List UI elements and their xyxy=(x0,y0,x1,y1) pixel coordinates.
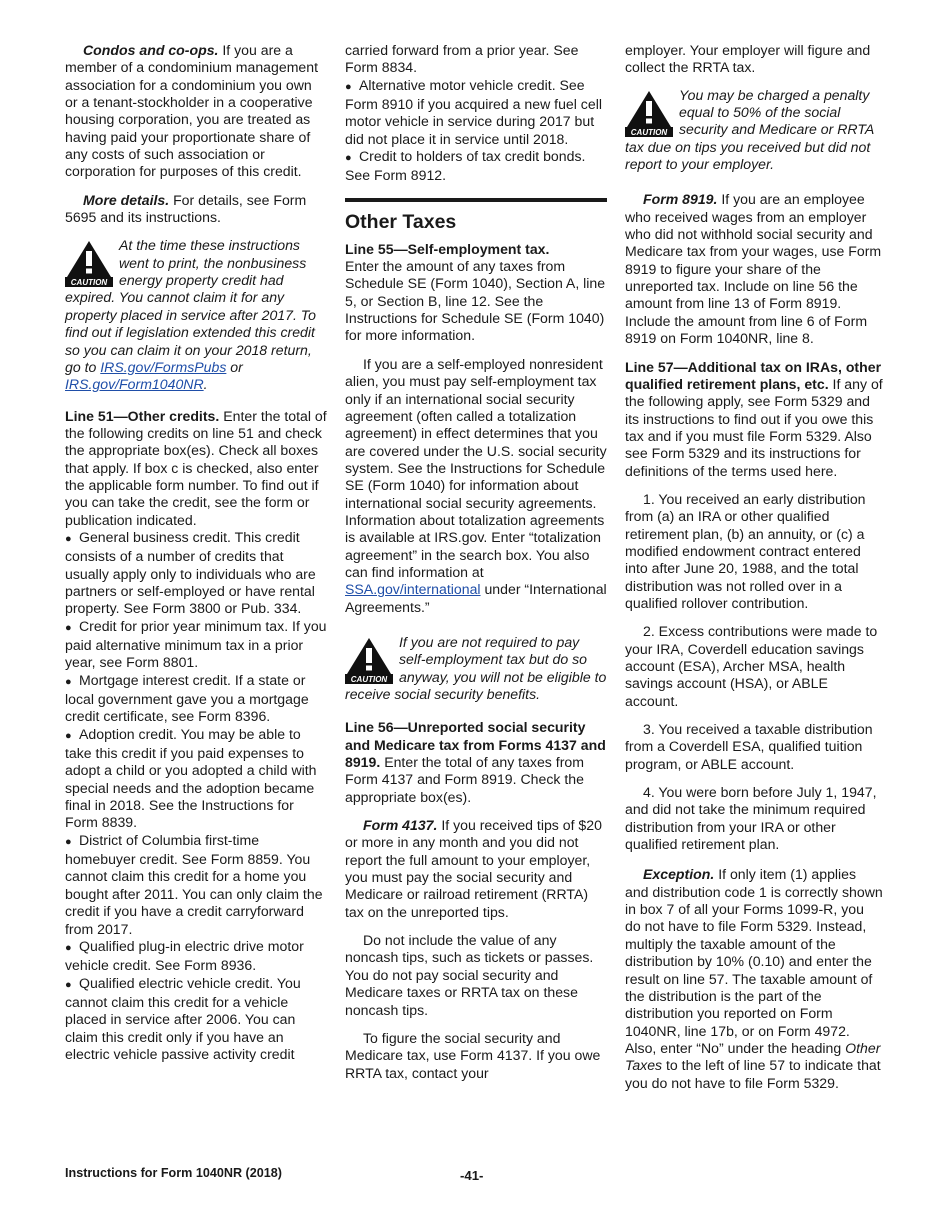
credit-text: Qualified plug-in electric drive motor vehicle credit. See Form 8936. xyxy=(65,937,304,974)
nra-text: If you are a self-employed nonresident alien, you must pay self-employment tax only if an international social security agreement (often called a totalization agreement) in effect determines that you are covered under the U.S. social security system. See the Instructions for Schedule SE (Form 1040) for information about international social security agreements. Information about totalization agreements is available at IRS.gov. Enter “totalization agreement” in the search box. You also can find information at xyxy=(345,355,607,580)
caution-note-penalty xyxy=(625,87,883,174)
bullet-icon: ● xyxy=(65,675,72,688)
caution-label: CAUTION xyxy=(70,278,108,288)
bullet-icon: ● xyxy=(65,729,72,742)
exception-text: If only item (1) applies and distribution code 1 is correctly shown in box 7 of all your Forms 1099-R, you do not have to file Form 5329. Instead, multiply the taxable amount of the distribution by 10% (0.10) and enter the result on line 57. The taxable amount of the distribution is the part of the distribution you reported on Form 1040NR, line 17b, or on Form 4972. Also, enter “No” under the heading xyxy=(625,866,883,1056)
bullet-icon: ● xyxy=(65,978,72,991)
credit-list-item xyxy=(65,938,327,975)
credit-text: Alternative motor vehicle credit. See Form 8910 if you acquired a new fuel cell motor vehicle in service during 2017 but did not place it in service until 2018. xyxy=(345,76,602,147)
irs-form1040nr-link[interactable]: IRS.gov/Form1040NR xyxy=(65,376,204,393)
bullet-icon: ● xyxy=(65,835,72,848)
exception-paragraph xyxy=(625,866,883,1091)
line56-paragraph xyxy=(345,719,607,806)
line51-text: Enter the total of the following credits on line 51 and check the appropriate box(es). Check all boxes that apply. If box c is checked, also enter the applicable form number. To find out if you can take the credit, see the form or publication indicated. xyxy=(65,407,327,528)
page-number: -41- xyxy=(460,1168,484,1183)
details-text: For details, see Form 5695 and its instructions. xyxy=(65,191,307,226)
line51-title: Line 51—Other credits. xyxy=(65,407,220,424)
caution-text: If you are not required to pay self-employment tax but do so anyway, you will not be eligible to receive social security benefits. xyxy=(345,633,607,702)
line56-title: Line 56—Unreported social security and Medicare tax from Forms 4137 and 8919. xyxy=(345,719,606,771)
line55-title: Line 55—Self-employment tax. xyxy=(345,240,550,257)
condos-text: If you are a member of a condominium management association for a condominium you own or a tenant-stockholder in a cooperative housing corporation, you are treated as having paid your proportionate share of any costs of such association or corporation for purposes of this credit. xyxy=(65,42,319,180)
credit-list-item xyxy=(345,148,607,185)
credit-text: General business credit. This credit consists of a number of credits that usually apply only to individuals who are partners or self-employed or have rental property. See Form 3800 or Pub. 334. xyxy=(65,528,316,617)
form4137-text: If you received tips of $20 or more in any month and you did not report the full amount to your employer, you must pay the social security and Medicare or railroad retirement (RRTA) tax on the unreported tips. xyxy=(345,817,602,920)
irs-formspubs-link[interactable]: IRS.gov/FormsPubs xyxy=(100,358,227,375)
credit-list-item xyxy=(65,832,327,938)
credit-list-item xyxy=(65,672,327,726)
form4137-paragraph xyxy=(345,817,607,921)
line57-list-item: 4. You were born before July 1, 1947, and did not take the minimum required distribution from your IRA or other qualified retirement plan. xyxy=(625,784,877,853)
credit-text: Credit to holders of tax credit bonds. See Form 8912. xyxy=(345,148,586,184)
exception-italic: Other Taxes xyxy=(625,1039,881,1074)
bullet-icon: ● xyxy=(65,941,72,954)
form8919-paragraph xyxy=(625,191,883,347)
form8919-text: If you are an employee who received wages from an employer who did not withhold social security and Medicare tax from your wages, use Form 8919 to figure your share of the unreported tax. Include on line 56 the amount from line 13 of Form 8919. Include the amount from line 6 of Form 8919 on Form 1040NR, line 8. xyxy=(625,191,882,347)
line55-text: Enter the amount of any taxes from Schedule SE (Form 1040), Section A, line 5, or Section B, line 12. See the Instructions for Schedule SE (Form 1040) for more information. xyxy=(345,258,606,344)
credit-text: Qualified electric vehicle credit. You cannot claim this credit for a vehicle placed in service after 2006. You can claim this credit only if you have an electric vehicle passive activity credit xyxy=(65,974,301,1062)
noncash-paragraph: Do not include the value of any noncash tips, such as tickets or passes. You do not pay social security and Medicare taxes or RRTA tax on these noncash tips. xyxy=(345,932,594,1018)
form4137-title: Form 4137. xyxy=(363,817,438,834)
details-title: More details. xyxy=(83,191,170,208)
line56-text: Enter the total of any taxes from Form 4137 and Form 8919. Check the appropriate box(es). xyxy=(345,754,584,805)
nra-paragraph xyxy=(345,356,607,616)
condos-title: Condos and co-ops. xyxy=(83,42,219,58)
bullet-icon: ● xyxy=(345,80,352,93)
credit-list-item xyxy=(65,975,327,1064)
employer-paragraph: employer. Your employer will figure and collect the RRTA tax. xyxy=(625,42,871,76)
caution-icon xyxy=(65,239,113,287)
exception-title: Exception. xyxy=(643,866,715,883)
bullet-icon: ● xyxy=(65,621,72,634)
column-2 xyxy=(345,42,607,1082)
credit-list-item xyxy=(65,726,327,832)
line55-paragraph xyxy=(345,241,607,345)
nra-end: under “International Agreements.” xyxy=(345,581,607,615)
form8919-title: Form 8919. xyxy=(643,191,718,208)
caution-icon xyxy=(625,89,673,137)
caution-label: CAUTION xyxy=(630,127,668,137)
credit-text: Adoption credit. You may be able to take this credit if you paid expenses to adopt a child or you adopted a child with special needs and the adoption became final in 2018. See the Instructions for Form 8839. xyxy=(65,725,317,831)
ssa-international-link[interactable]: SSA.gov/international xyxy=(345,581,481,598)
exception-end: to the left of line 57 to indicate that you do not have to file Form 5329. xyxy=(625,1057,881,1091)
line57-list-item: 3. You received a taxable distribution from a Coverdell ESA, qualified tuition program, or ABLE account. xyxy=(625,721,873,772)
credit-list-item xyxy=(65,529,327,618)
figure-paragraph: To figure the social security and Medicare tax, use Form 4137. If you owe RRTA tax, contact your xyxy=(345,1029,601,1081)
line57-paragraph xyxy=(625,359,883,480)
line57-list-item: 2. Excess contributions were made to your IRA, Coverdell education savings account (ESA), Archer MSA, health savings account (HSA), or ABLE account. xyxy=(625,623,878,709)
column-1 xyxy=(65,42,327,1063)
bullet-icon: ● xyxy=(345,152,352,165)
caution-text: At the time these instructions went to print, the nonbusiness energy property credit had expired. You cannot claim it for any property placed in service after 2017. To find out if legislation extended this credit so you can claim it on your 2018 return, go to xyxy=(65,237,316,375)
line57-list-item: 1. You received an early distribution from (a) an IRA or other qualified retirement plan, (b) an annuity, or (c) a modified endowment contract entered into after June 20, 1988, and the total distribution was not rolled over in a qualified rollover contribution. xyxy=(625,490,866,611)
caution-note-self-employment xyxy=(345,634,607,703)
line57-title: Line 57—Additional tax on IRAs, other qualified retirement plans, etc. xyxy=(625,358,882,392)
line57-text: If any of the following apply, see Form 5329 and its instructions to find out if you owe this tax and if you must file Form 5329. Also see Form 5329 and its instructions for definitions of the terms used here. xyxy=(625,375,883,479)
caution-or: or xyxy=(226,358,243,375)
column-3 xyxy=(625,42,883,1092)
bullet-icon: ● xyxy=(65,532,72,545)
footer-form-title: Instructions for Form 1040NR (2018) xyxy=(65,1166,282,1180)
credit-text: Mortgage interest credit. If a state or local government gave you a mortgage credit certificate, see Form 8396. xyxy=(65,671,309,725)
credit-list-item xyxy=(345,77,607,148)
other-taxes-heading: Other Taxes xyxy=(345,210,457,233)
credit-text: District of Columbia first-time homebuyer credit. See Form 8859. You cannot claim this credit for a home you bought after 2011. You can only claim the credit if you have a credit carryforward from 2017. xyxy=(65,831,323,937)
line51-paragraph xyxy=(65,408,327,529)
caution-icon xyxy=(345,636,393,684)
details-paragraph xyxy=(65,192,327,227)
caution-label: CAUTION xyxy=(350,674,388,684)
condos-paragraph xyxy=(65,42,327,181)
caution-text: You may be charged a penalty equal to 50% of the social security and Medicare or RRTA tax due on tips you received but did not report to your employer. xyxy=(625,86,874,173)
credit-list-item xyxy=(65,618,327,672)
caution-end: . xyxy=(203,376,208,393)
carry-text: carried forward from a prior year. See Form 8834. xyxy=(345,42,579,76)
section-divider xyxy=(345,198,607,202)
credit-text: Credit for prior year minimum tax. If you paid alternative minimum tax in a prior year, see Form 8801. xyxy=(65,617,327,671)
caution-note-energy xyxy=(65,237,327,393)
